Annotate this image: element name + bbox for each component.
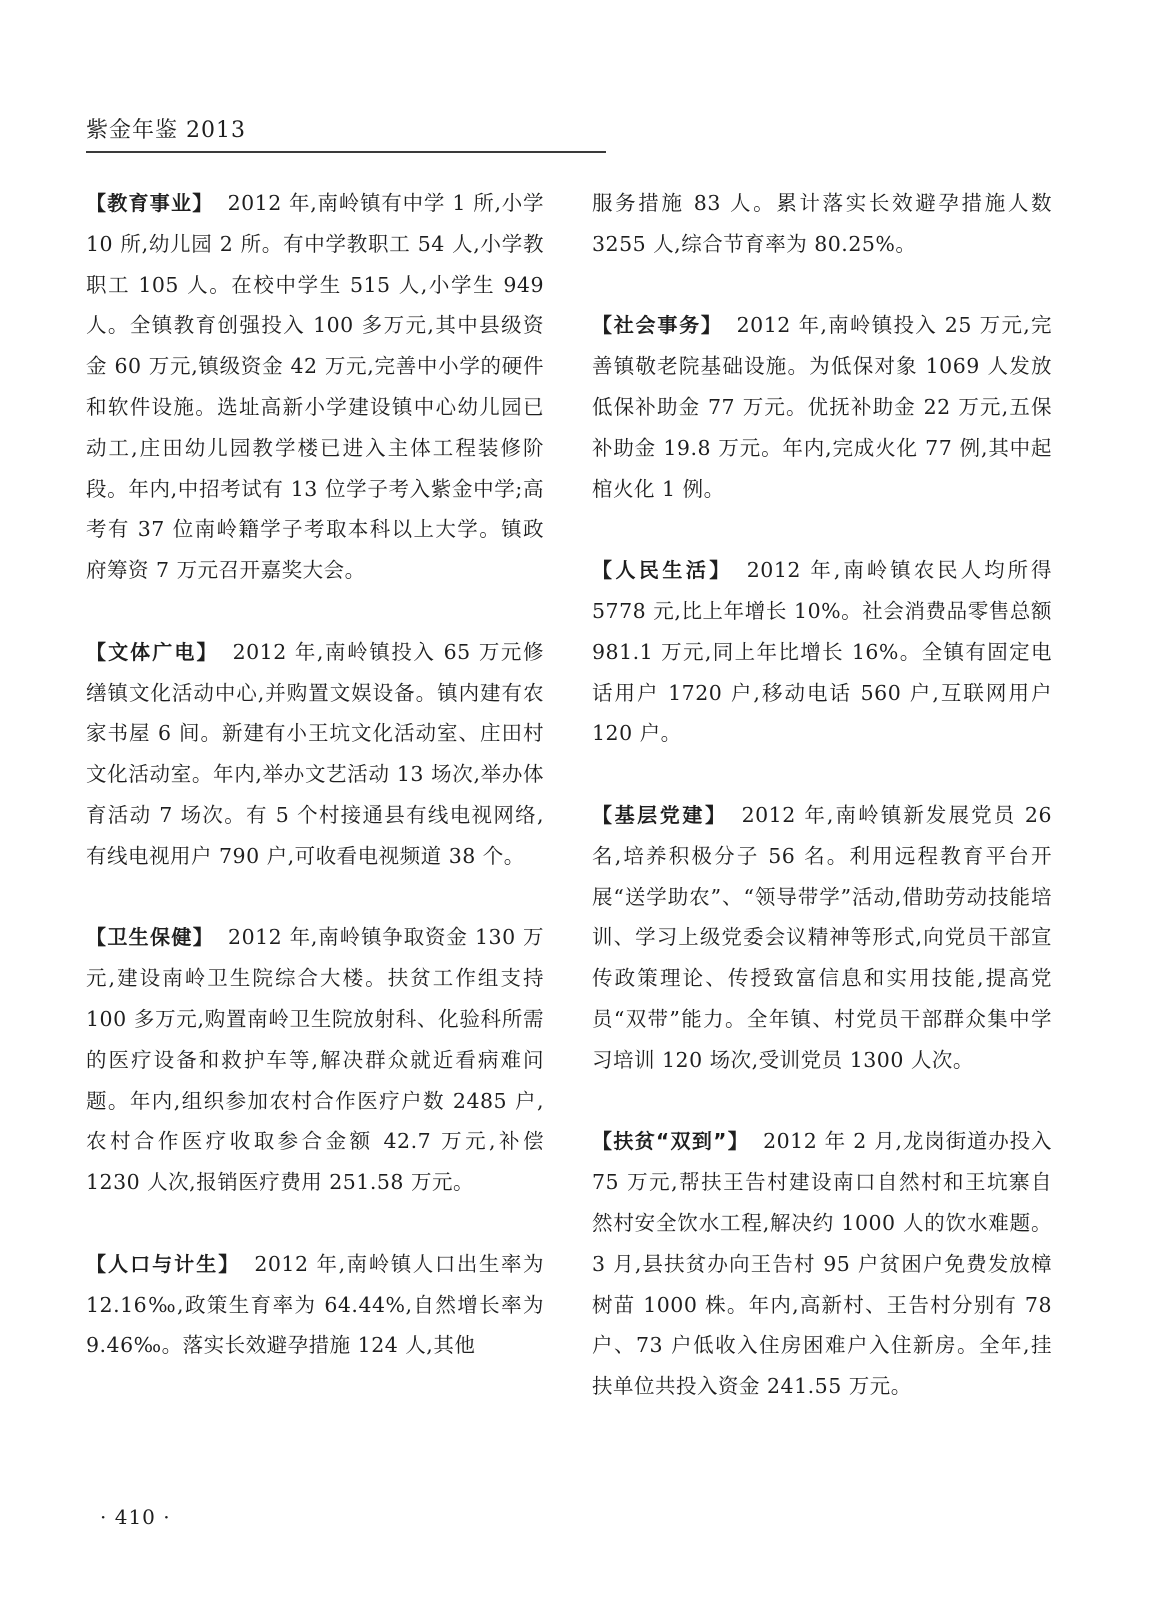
right-column: [592, 183, 1052, 1448]
section-title: 【基层党建】: [592, 802, 728, 827]
page-number: · 410 ·: [100, 1505, 171, 1529]
section-body: 2012 年 2 月,龙岗街道办投入 75 万元,帮扶王告村建设南口自然村和王坑寨自然村安全饮水工程,解决约 1000 人的饮水难题。3 月,县扶贫办向王告村 95 户贫困户免费发放樟树苗 1000 株。年内,高新村、王告村分别有 78 户、73 户低收入住房困难户入住新房。全年,挂扶单位共投入资金 241.55 万元。: [592, 1129, 1052, 1399]
section-title: 【社会事务】: [592, 313, 723, 338]
section-culture-broadcast: [86, 632, 544, 877]
section-social-affairs: [592, 305, 1052, 509]
section-poverty-alleviation: [592, 1121, 1052, 1407]
section-education: [86, 183, 544, 591]
section-title: 【教育事业】: [86, 191, 214, 215]
section-title: 【卫生保健】: [86, 925, 215, 950]
section-body: 2012 年,南岭镇争取资金 130 万元,建设南岭卫生院综合大楼。扶贫工作组支持 100 多万元,购置南岭卫生院放射科、化验科所需的医疗设备和救护车等,解决群众就近看病难问题。年内,组织参加农村合作医疗户数 2485 户,农村合作医疗收取参合金额 42.7 万元,补偿 1230 人次,报销医疗费用 251.58 万元。: [86, 925, 544, 1195]
section-population-continued: [592, 183, 1052, 265]
section-body: 2012 年,南岭镇投入 65 万元修缮镇文化活动中心,并购置文娱设备。镇内建有农家书屋 6 间。新建有小王坑文化活动室、庄田村文化活动室。年内,举办文艺活动 13 场次,举办体育活动 7 场次。有 5 个村接通县有线电视网络,有线电视用户 790 户,可收看电视频道 38 个。: [86, 639, 544, 868]
section-body: 2012 年,南岭镇新发展党员 26 名,培养积极分子 56 名。利用远程教育平台开展“送学助农”、“领导带学”活动,借助劳动技能培训、学习上级党委会议精神等形式,向党员干部宣传政策理论、传授致富信息和实用技能,提高党员“双带”能力。全年镇、村党员干部群众集中学习培训 120 场次,受训党员 1300 人次。: [592, 802, 1052, 1072]
section-body: 2012 年,南岭镇投入 25 万元,完善镇敬老院基础设施。为低保对象 1069 人发放低保补助金 77 万元。优抚补助金 22 万元,五保补助金 19.8 万元。年内,完成火化 77 例,其中起棺火化 1 例。: [592, 313, 1053, 501]
left-column: [86, 183, 544, 1407]
section-title: 【人口与计生】: [86, 1251, 241, 1276]
section-title: 【文体广电】: [86, 639, 219, 664]
header-rule: [86, 151, 606, 153]
section-body: 服务措施 83 人。累计落实长效避孕措施人数 3255 人,综合节育率为 80.25%。: [592, 191, 1052, 256]
section-title: 【扶贫“双到”】: [592, 1129, 750, 1154]
section-title: 【人民生活】: [592, 558, 733, 583]
running-title: 紫金年鉴 2013: [86, 118, 246, 143]
section-health: [86, 917, 544, 1203]
section-body: 2012 年,南岭镇有中学 1 所,小学10 所,幼儿园 2 所。有中学教职工 54 人,小学教职工 105 人。在校中学生 515 人,小学生 949 人。全镇教育创强投入 100 多万元,其中县级资金 60 万元,镇级资金 42 万元,完善中小学的硬件和软件设施。选址高新小学建设镇中心幼儿园已动工,庄田幼儿园教学楼已进入主体工程装修阶段。年内,中招考试有 13 位学子考入紫金中学;高考有 37 位南岭籍学子考取本科以上大学。镇政府筹资 7 万元召开嘉奖大会。: [86, 191, 544, 583]
section-population: [86, 1244, 544, 1366]
section-livelihood: [592, 550, 1052, 754]
section-body: 2012 年,南岭镇人口出生率为 12.16‰,政策生育率为 64.44%,自然增长率为 9.46‰。落实长效避孕措施 124 人,其他: [86, 1251, 545, 1358]
running-header: [86, 113, 606, 144]
section-body: 2012 年,南岭镇农民人均所得 5778 元,比上年增长 10%。社会消费品零售总额 981.1 万元,同上年比增长 16%。全镇有固定电话用户 1720 户,移动电话 560 户,互联网用户 120 户。: [592, 558, 1053, 746]
section-party-building: [592, 795, 1052, 1081]
